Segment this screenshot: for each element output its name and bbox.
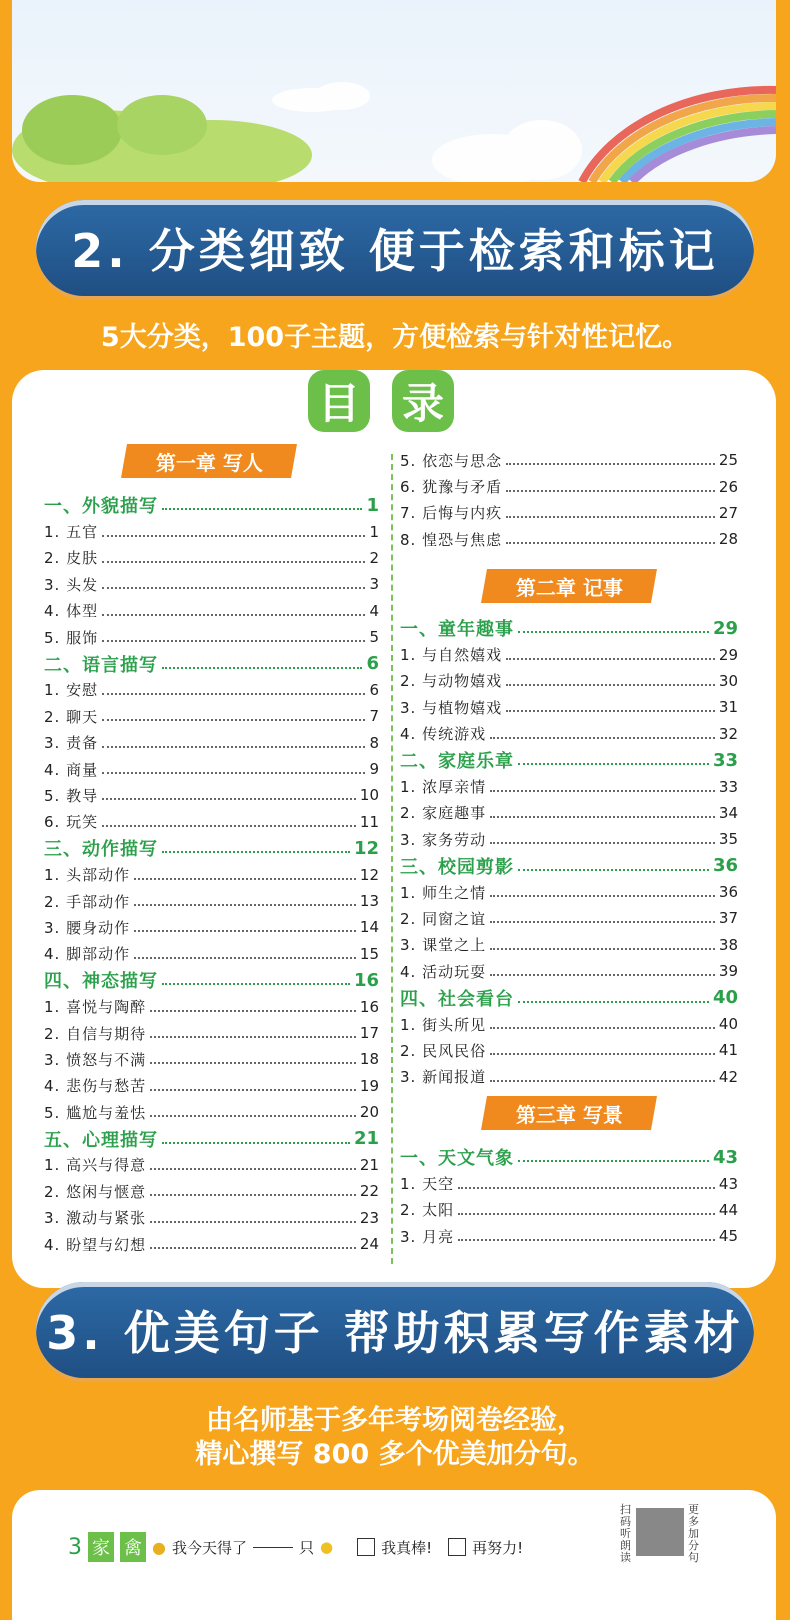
toc-entry-label: 2. 太阳 <box>400 1201 455 1220</box>
toc-page-number: 8 <box>369 733 379 752</box>
toc-item-row[interactable] <box>400 879 738 905</box>
toc-page-number: 43 <box>712 1146 738 1168</box>
qr-code[interactable] <box>636 1508 684 1556</box>
toc-entry-label: 1. 喜悦与陶醉 <box>44 998 147 1017</box>
toc-section-row[interactable] <box>44 835 379 861</box>
toc-item-row[interactable] <box>44 861 379 887</box>
toc-page-number: 9 <box>369 760 379 779</box>
toc-item-row[interactable] <box>44 1178 379 1204</box>
toc-right-mid-column <box>400 615 738 1090</box>
toc-leader-dots <box>518 869 709 871</box>
footer-tag-2: 禽 <box>120 1532 146 1562</box>
toc-leader-dots <box>150 1089 356 1091</box>
toc-item-row[interactable] <box>400 473 738 499</box>
toc-leader-dots <box>102 535 365 537</box>
toc-item-row[interactable] <box>44 545 379 571</box>
toc-item-row[interactable] <box>44 518 379 544</box>
toc-page-number: 41 <box>718 1041 738 1060</box>
section3-line-1: 由名师基于多年考场阅卷经验， <box>206 1405 584 1436</box>
toc-right-bottom-column <box>400 1144 738 1250</box>
toc-section-row[interactable] <box>400 747 738 773</box>
toc-entry-label: 3. 月亮 <box>400 1227 455 1246</box>
toc-leader-dots <box>490 1053 715 1055</box>
toc-entry-label: 三、校园剪影 <box>400 856 514 878</box>
toc-page-number: 14 <box>359 918 379 937</box>
toc-page-number: 10 <box>359 786 379 805</box>
toc-entry-label: 3. 头发 <box>44 575 99 594</box>
check-good-label: 我真棒! <box>381 1538 433 1557</box>
toc-page-number: 16 <box>353 969 379 991</box>
toc-item-row[interactable] <box>44 598 379 624</box>
toc-leader-dots <box>102 825 356 827</box>
toc-page-number: 33 <box>712 749 738 771</box>
section3-banner-text: 3. 优美句子 帮助积累写作素材 <box>46 1306 744 1360</box>
toc-entry-label: 1. 浓厚亲情 <box>400 778 487 797</box>
toc-entry-label: 3. 责备 <box>44 734 99 753</box>
toc-item-row[interactable] <box>44 809 379 835</box>
toc-page-number: 23 <box>359 1208 379 1227</box>
chapter-1-label: 第一章 写人 <box>155 450 263 475</box>
toc-item-row[interactable] <box>400 773 738 799</box>
toc-leader-dots <box>134 878 356 880</box>
chapter-1-heading <box>121 444 297 478</box>
toc-page-number: 15 <box>359 944 379 963</box>
chapter-3-label: 第三章 写景 <box>515 1102 623 1127</box>
toc-item-row[interactable] <box>400 958 738 984</box>
toc-entry-label: 5. 服饰 <box>44 628 99 647</box>
toc-item-row[interactable] <box>44 1073 379 1099</box>
toc-section-row[interactable] <box>44 492 379 518</box>
toc-entry-label: 2. 聊天 <box>44 707 99 726</box>
toc-entry-label: 1. 天空 <box>400 1175 455 1194</box>
checkbox-try[interactable] <box>448 1538 466 1556</box>
toc-entry-label: 3. 激动与紧张 <box>44 1209 147 1228</box>
toc-page-number: 26 <box>718 477 738 496</box>
toc-leader-dots <box>490 842 715 844</box>
toc-leader-dots <box>150 1010 356 1012</box>
qr-right-text: 更多加分句 <box>688 1503 699 1564</box>
toc-page-number: 39 <box>718 962 738 981</box>
toc-entry-label: 三、动作描写 <box>44 839 158 861</box>
toc-entry-label: 2. 悠闲与惬意 <box>44 1182 147 1201</box>
section3-banner <box>36 1282 754 1378</box>
toc-leader-dots <box>506 710 715 712</box>
toc-item-row[interactable] <box>44 677 379 703</box>
toc-item-row[interactable] <box>400 1011 738 1037</box>
toc-leader-dots <box>162 508 362 510</box>
toc-leader-dots <box>134 904 356 906</box>
toc-page-number: 5 <box>369 628 379 647</box>
toc-leader-dots <box>458 1213 715 1215</box>
toc-section-row[interactable] <box>400 615 738 641</box>
footer-text-1: 我今天得了 <box>171 1538 247 1557</box>
toc-leader-dots <box>102 614 365 616</box>
toc-page-number: 27 <box>718 503 738 522</box>
toc-leader-dots <box>490 974 715 976</box>
toc-item-row[interactable] <box>400 905 738 931</box>
toc-entry-label: 二、家庭乐章 <box>400 751 514 773</box>
toc-entry-label: 二、语言描写 <box>44 654 158 676</box>
toc-leader-dots <box>490 737 715 739</box>
toc-entry-label: 1. 与自然嬉戏 <box>400 646 503 665</box>
toc-entry-label: 2. 自信与期待 <box>44 1024 147 1043</box>
toc-entry-label: 7. 后悔与内疚 <box>400 504 503 523</box>
toc-leader-dots <box>518 631 709 633</box>
toc-page-number: 31 <box>718 698 738 717</box>
toc-entry-label: 一、外貌描写 <box>44 496 158 518</box>
toc-item-row[interactable] <box>44 993 379 1019</box>
toc-leader-dots <box>506 542 715 544</box>
toc-page-number: 7 <box>369 707 379 726</box>
toc-page-number: 18 <box>359 1050 379 1069</box>
toc-leader-dots <box>506 516 715 518</box>
toc-item-row[interactable] <box>400 1037 738 1063</box>
toc-entry-label: 2. 民风民俗 <box>400 1041 487 1060</box>
chick-icon: ● <box>320 1538 334 1556</box>
toc-page-number: 20 <box>359 1103 379 1122</box>
toc-leader-dots <box>162 1142 350 1144</box>
toc-entry-label: 4. 悲伤与愁苦 <box>44 1077 147 1096</box>
toc-section-row[interactable] <box>400 1144 738 1170</box>
toc-entry-label: 3. 与植物嬉戏 <box>400 698 503 717</box>
toc-page-number: 43 <box>718 1174 738 1193</box>
toc-leader-dots <box>150 1168 356 1170</box>
qr-left-text: 扫码听朗读 <box>620 1503 631 1564</box>
toc-item-row[interactable] <box>400 800 738 826</box>
toc-left-column <box>44 492 379 1257</box>
toc-item-row[interactable] <box>44 1205 379 1231</box>
toc-page-number: 33 <box>718 777 738 796</box>
toc-leader-dots <box>490 790 715 792</box>
checkbox-good[interactable] <box>357 1538 375 1556</box>
toc-item-row[interactable] <box>400 694 738 720</box>
toc-item-row[interactable] <box>44 703 379 729</box>
toc-leader-dots <box>150 1194 356 1196</box>
toc-item-row[interactable] <box>44 1152 379 1178</box>
toc-entry-label: 4. 活动玩耍 <box>400 962 487 981</box>
footer-tag-1: 家 <box>88 1532 114 1562</box>
toc-leader-dots <box>134 957 356 959</box>
toc-page-number: 40 <box>712 987 738 1009</box>
toc-leader-dots <box>162 667 362 669</box>
toc-leader-dots <box>506 490 715 492</box>
toc-page-number: 6 <box>369 680 379 699</box>
toc-item-row[interactable] <box>400 668 738 694</box>
bee-icon: ● <box>152 1537 166 1557</box>
toc-page-number: 21 <box>359 1155 379 1174</box>
toc-leader-dots <box>490 921 715 923</box>
toc-entry-label: 4. 商量 <box>44 760 99 779</box>
toc-page-number: 34 <box>718 803 738 822</box>
toc-item-row[interactable] <box>44 624 379 650</box>
toc-page-number: 30 <box>718 671 738 690</box>
toc-entry-label: 2. 手部动作 <box>44 892 131 911</box>
toc-entry-label: 2. 与动物嬉戏 <box>400 672 503 691</box>
toc-page-number: 36 <box>712 855 738 877</box>
toc-page-number: 1 <box>369 522 379 541</box>
toc-section-row[interactable] <box>44 1125 379 1151</box>
toc-leader-dots <box>134 930 356 932</box>
toc-item-row[interactable] <box>44 756 379 782</box>
toc-entry-label: 4. 盼望与幻想 <box>44 1235 147 1254</box>
mulu-char-1: 目 <box>308 370 370 432</box>
toc-page-number: 32 <box>718 724 738 743</box>
toc-right-top-column <box>400 447 738 553</box>
toc-entry-label: 3. 新闻报道 <box>400 1068 487 1087</box>
toc-entry-label: 3. 课堂之上 <box>400 936 487 955</box>
toc-entry-label: 6. 玩笑 <box>44 813 99 832</box>
check-try-label: 再努力! <box>472 1538 524 1557</box>
toc-leader-dots <box>458 1187 715 1189</box>
toc-item-row[interactable] <box>400 721 738 747</box>
toc-entry-label: 1. 安慰 <box>44 681 99 700</box>
toc-leader-dots <box>518 1001 709 1003</box>
toc-section-row[interactable] <box>44 650 379 676</box>
toc-leader-dots <box>150 1062 356 1064</box>
toc-leader-dots <box>102 693 365 695</box>
toc-item-row[interactable] <box>44 1231 379 1257</box>
toc-leader-dots <box>490 895 715 897</box>
toc-page-number: 40 <box>718 1015 738 1034</box>
toc-page-number: 24 <box>359 1235 379 1254</box>
toc-leader-dots <box>150 1036 356 1038</box>
toc-leader-dots <box>490 1027 715 1029</box>
toc-column-divider <box>391 454 393 1264</box>
landscape-illustration <box>12 0 776 182</box>
toc-item-row[interactable] <box>44 1099 379 1125</box>
toc-page-number: 45 <box>718 1227 738 1246</box>
toc-entry-label: 1. 高兴与得意 <box>44 1156 147 1175</box>
toc-page-number: 21 <box>353 1128 379 1150</box>
toc-leader-dots <box>150 1115 356 1117</box>
toc-page-number: 13 <box>359 892 379 911</box>
toc-leader-dots <box>162 851 350 853</box>
toc-page-number: 6 <box>366 653 379 675</box>
toc-page-number: 25 <box>718 451 738 470</box>
toc-item-row[interactable] <box>44 571 379 597</box>
toc-leader-dots <box>506 658 715 660</box>
toc-page-number: 3 <box>369 575 379 594</box>
toc-leader-dots <box>490 816 715 818</box>
toc-item-row[interactable] <box>44 1020 379 1046</box>
toc-page-number: 38 <box>718 935 738 954</box>
toc-entry-label: 1. 五官 <box>44 523 99 542</box>
toc-entry-label: 2. 同窗之谊 <box>400 909 487 928</box>
footer-blank[interactable] <box>253 1547 293 1548</box>
section2-banner-text: 2. 分类细致 便于检索和标记 <box>71 224 719 278</box>
toc-leader-dots <box>506 684 715 686</box>
toc-page-number: 12 <box>353 837 379 859</box>
toc-leader-dots <box>102 772 365 774</box>
toc-section-row[interactable] <box>44 967 379 993</box>
toc-leader-dots <box>490 1080 715 1082</box>
bottom-card <box>12 1490 776 1620</box>
toc-entry-label: 4. 体型 <box>44 602 99 621</box>
toc-page-number: 16 <box>359 997 379 1016</box>
toc-entry-label: 4. 传统游戏 <box>400 725 487 744</box>
toc-item-row[interactable] <box>400 1170 738 1196</box>
toc-entry-label: 2. 家庭趣事 <box>400 804 487 823</box>
toc-entry-label: 四、神态描写 <box>44 971 158 993</box>
toc-leader-dots <box>458 1239 715 1241</box>
toc-entry-label: 一、童年趣事 <box>400 619 514 641</box>
toc-item-row[interactable] <box>400 1223 738 1249</box>
toc-entry-label: 3. 腰身动作 <box>44 918 131 937</box>
toc-item-row[interactable] <box>44 888 379 914</box>
toc-page-number: 42 <box>718 1067 738 1086</box>
toc-leader-dots <box>102 719 365 721</box>
toc-page-number: 29 <box>712 617 738 639</box>
toc-item-row[interactable] <box>400 932 738 958</box>
toc-entry-label: 1. 师生之情 <box>400 883 487 902</box>
footer-text-2: 只 <box>298 1538 314 1557</box>
toc-item-row[interactable] <box>44 730 379 756</box>
mulu-char-2: 录 <box>392 370 454 432</box>
toc-page-number: 17 <box>359 1024 379 1042</box>
toc-item-row[interactable] <box>400 826 738 852</box>
toc-page-number: 36 <box>718 883 738 902</box>
toc-leader-dots <box>518 763 709 765</box>
toc-page-number: 44 <box>718 1200 738 1219</box>
toc-leader-dots <box>506 463 715 465</box>
toc-leader-dots <box>102 798 356 800</box>
toc-item-row[interactable] <box>400 1064 738 1090</box>
toc-leader-dots <box>150 1221 356 1223</box>
toc-entry-label: 4. 脚部动作 <box>44 945 131 964</box>
footer-number: 3 <box>68 1534 82 1560</box>
toc-item-row[interactable] <box>400 500 738 526</box>
toc-section-row[interactable] <box>400 853 738 879</box>
toc-page-number: 37 <box>718 909 738 928</box>
toc-entry-label: 3. 愤怒与不满 <box>44 1050 147 1069</box>
toc-section-row[interactable] <box>400 984 738 1010</box>
toc-page-number: 22 <box>359 1182 379 1201</box>
toc-page-number: 4 <box>369 601 379 620</box>
toc-item-row[interactable] <box>400 641 738 667</box>
toc-item-row[interactable] <box>44 941 379 967</box>
footer-row <box>68 1532 523 1562</box>
toc-entry-label: 1. 头部动作 <box>44 866 131 885</box>
section2-banner <box>36 200 754 296</box>
toc-page-number: 19 <box>359 1076 379 1095</box>
toc-leader-dots <box>102 746 365 748</box>
toc-leader-dots <box>518 1160 709 1162</box>
toc-leader-dots <box>162 983 350 985</box>
toc-page-number: 2 <box>369 548 379 567</box>
toc-entry-label: 5. 依恋与思念 <box>400 451 503 470</box>
chapter-2-heading <box>481 569 657 603</box>
toc-leader-dots <box>102 561 365 563</box>
section2-subtitle: 5大分类，100子主题，方便检索与针对性记忆。 <box>100 322 690 353</box>
toc-entry-label: 5. 教导 <box>44 786 99 805</box>
chapter-3-heading <box>481 1096 657 1130</box>
toc-item-row[interactable] <box>400 447 738 473</box>
toc-entry-label: 一、天文气象 <box>400 1148 514 1170</box>
toc-entry-label: 2. 皮肤 <box>44 549 99 568</box>
toc-entry-label: 五、心理描写 <box>44 1129 158 1151</box>
toc-entry-label: 8. 惶恐与焦虑 <box>400 530 503 549</box>
toc-entry-label: 6. 犹豫与矛盾 <box>400 478 503 497</box>
toc-entry-label: 5. 尴尬与羞怯 <box>44 1103 147 1122</box>
toc-item-row[interactable] <box>44 782 379 808</box>
toc-page-number: 1 <box>366 494 379 516</box>
toc-entry-label: 3. 家务劳动 <box>400 830 487 849</box>
toc-page-number: 28 <box>718 530 738 549</box>
toc-item-row[interactable] <box>44 1046 379 1072</box>
toc-page-number: 29 <box>718 645 738 664</box>
toc-leader-dots <box>102 587 365 589</box>
top-illustration <box>12 0 776 182</box>
toc-item-row[interactable] <box>44 914 379 940</box>
toc-page-number: 11 <box>359 812 379 831</box>
toc-item-row[interactable] <box>400 526 738 552</box>
toc-page-number: 35 <box>718 830 738 849</box>
toc-item-row[interactable] <box>400 1197 738 1223</box>
section3-line-2: 精心撰写 800 多个优美加分句。 <box>195 1439 595 1470</box>
chapter-2-label: 第二章 记事 <box>515 575 623 600</box>
toc-entry-label: 四、社会看台 <box>400 988 514 1010</box>
toc-leader-dots <box>102 640 365 642</box>
toc-leader-dots <box>490 948 715 950</box>
toc-leader-dots <box>150 1247 356 1249</box>
toc-page-number: 12 <box>359 865 379 884</box>
toc-entry-label: 1. 街头所见 <box>400 1015 487 1034</box>
